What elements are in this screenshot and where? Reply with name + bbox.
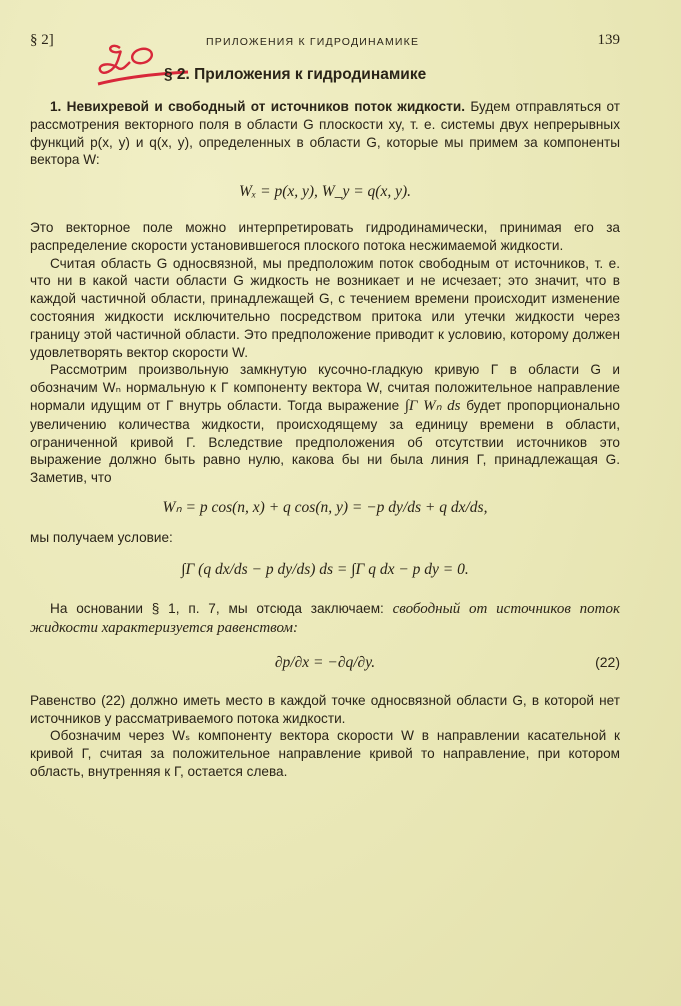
running-head-section: § 2] <box>30 32 54 48</box>
paragraph-6: На основании § 1, п. 7, мы отсюда заключаем: свободный от источников поток жидкости характеризуется равенством: <box>30 601 620 637</box>
paragraph-8: Обозначим через Wₛ компоненту вектора скорости W в направлении касательной к кривой Γ, считая за положительное направление кривой то направление, при котором область, внутренняя к Γ, остается слева. <box>30 728 620 779</box>
paragraph-2: Это векторное поле можно интерпретировать гидродинамически, принимая его за распределение скорости установившегося плоского потока несжимаемой жидкости. <box>30 219 620 253</box>
formula-integral-condition: ∫Γ (q dx/ds − p dy/ds) ds = ∫Γ q dx − p dy = 0. <box>181 560 469 578</box>
inline-integral: ∫Γ Wₙ ds <box>404 397 461 414</box>
subsection-heading: 1. Невихревой и свободный от источников поток жидкости. <box>50 99 466 114</box>
running-head-title: ПРИЛОЖЕНИЯ К ГИДРОДИНАМИКЕ <box>206 36 420 48</box>
body-text <box>30 98 620 781</box>
theorem-italic: свободный от источников поток жидкости характеризуется равенством: <box>30 601 620 637</box>
formula-components: Wₓ = p(x, y), W_y = q(x, y). <box>238 183 412 201</box>
formula-normal-component: Wₙ = p cos(n, x) + q cos(n, y) = −p dy/ds + q dx/ds, <box>162 498 488 516</box>
equation-number: (22) <box>595 653 620 670</box>
formula-22: ∂p/∂x = −∂q/∂y. (22) <box>274 653 620 671</box>
section-title: § 2. Приложения к гидродинамике <box>164 66 427 83</box>
paragraph-5: мы получаем условие: <box>30 529 173 545</box>
paragraph-4: Рассмотрим произвольную замкнутую кусочно-гладкую кривую Γ в области G и обозначим Wₙ нормальную к Γ компоненту вектора W, считая положительное направление нормали идущим от Γ внутрь области. Тогда выражение ∫Γ Wₙ ds будет пропорционально увеличению количества жидкости, происходящему за единицу времени в области, ограниченной кривой Γ. Вследствие предположения об отсутствии источников это выражение должно быть равно нулю, какова бы ни была линия Γ, принадлежащая G. Заметив, что <box>30 362 620 486</box>
paragraph-7: Равенство (22) должно иметь место в каждой точке односвязной области G, в которой нет источников у рассматриваемого потока жидкости. <box>30 692 620 726</box>
page-number: 139 <box>597 32 620 48</box>
paragraph-3: Считая область G односвязной, мы предположим поток свободным от источников, т. е. что ни в какой части области G жидкость не возникает и не исчезает; это значит, что в каждой частичной области, принадлежащей G, с течением времени происходит изменение состояния жидкости исключительно посредством притока или утечки жидкости через границу этой частичной области. Это предположение приводит к условию, которому должен удовлетворять вектор скорости W. <box>30 255 620 360</box>
paragraph-1: 1. Невихревой и свободный от источников поток жидкости. Будем отправляться от рассмотрения векторного поля в области G плоскости xy, т. е. системы двух непрерывных функций p(x, y) и q(x, y), определенных в области G, которые мы примем за компоненты вектора W: <box>30 99 621 168</box>
